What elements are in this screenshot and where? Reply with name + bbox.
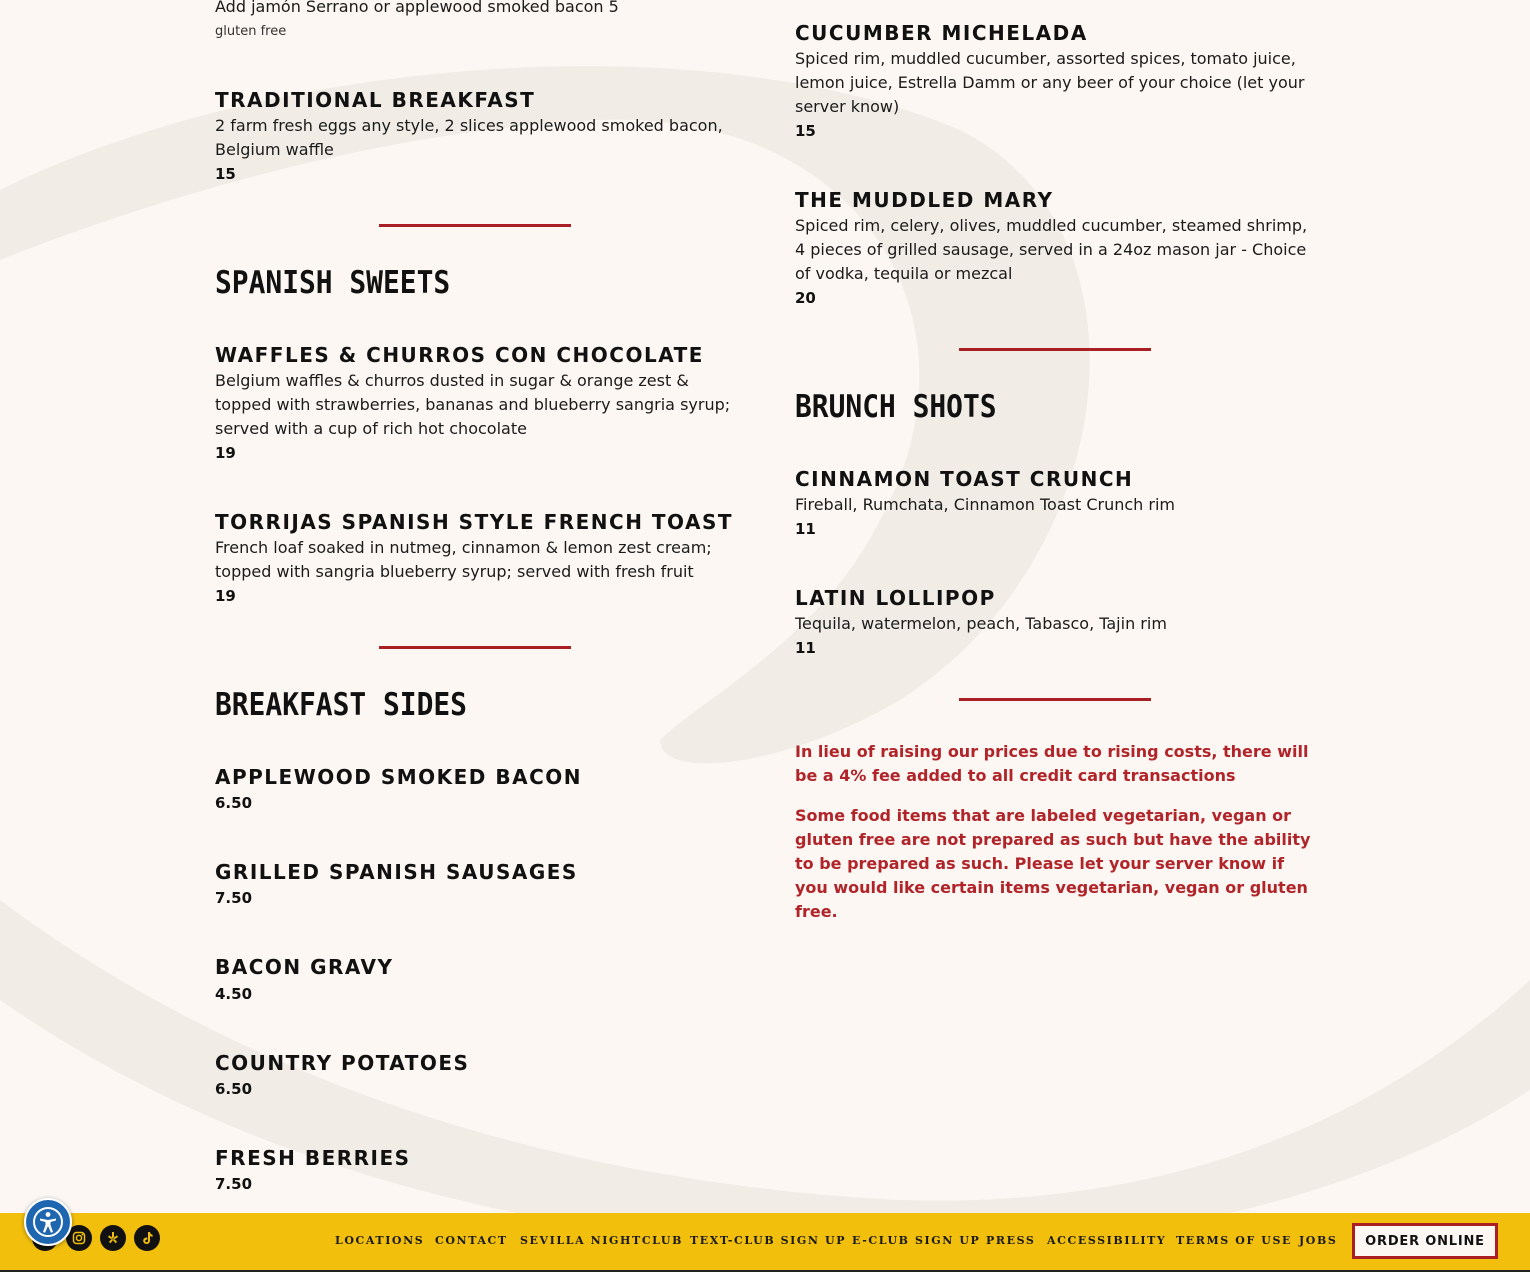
footer-link-nightclub[interactable]: SEVILLA NIGHTCLUB [520, 1234, 683, 1247]
menu-item-price: 7.50 [215, 889, 253, 907]
section-divider [959, 698, 1151, 701]
menu-item-name: COUNTRY POTATOES [215, 1051, 470, 1075]
section-divider [379, 224, 571, 227]
menu-item-price: 19 [215, 587, 236, 605]
traditional-breakfast-name: TRADITIONAL BREAKFAST [215, 88, 536, 112]
menu-item-price: 6.50 [215, 794, 253, 812]
tiktok-icon[interactable] [134, 1225, 160, 1251]
footer-link-locations[interactable]: LOCATIONS [335, 1234, 425, 1247]
menu-item-desc: Belgium waffles & churros dusted in sugar & orange zest & topped with strawberries, bananas and blueberry sangria syrup; served with a cup of rich hot chocolate [215, 371, 731, 438]
footer-link-terms[interactable]: TERMS OF USE [1176, 1234, 1293, 1247]
menu-item-desc: Tequila, watermelon, peach, Tabasco, Tajin rim [795, 614, 1167, 633]
dietary-notice: Some food items that are labeled vegetarian, vegan or gluten free are not prepared as such but have the ability to be prepared as such. Please let your server know if you would like certain items vegetarian, vegan or gluten free. [795, 806, 1311, 921]
menu-item-desc: Fireball, Rumchata, Cinnamon Toast Crunch rim [795, 495, 1176, 514]
menu-item-name: WAFFLES & CHURROS CON CHOCOLATE [215, 343, 704, 367]
muddled-mary-desc: Spiced rim, celery, olives, muddled cucumber, steamed shrimp, 4 pieces of grilled sausage, served in a 24oz mason jar - Choice of vodka, tequila or mezcal [795, 216, 1308, 283]
accessibility-widget-button[interactable] [24, 1198, 72, 1246]
footer-link-contact[interactable]: CONTACT [435, 1234, 508, 1247]
menu-item-price: 11 [795, 639, 816, 657]
menu-item-name: GRILLED SPANISH SAUSAGES [215, 860, 578, 884]
addon-text: Add jamón Serrano or applewood smoked bacon 5 [215, 0, 619, 16]
cucumber-michelada-desc: Spiced rim, muddled cucumber, assorted spices, tomato juice, lemon juice, Estrella Damm or any beer of your choice (let your server know) [795, 49, 1305, 116]
order-online-button[interactable]: ORDER ONLINE [1352, 1223, 1498, 1259]
menu-item-name: CINNAMON TOAST CRUNCH [795, 467, 1134, 491]
menu-item-name: BACON GRAVY [215, 955, 394, 979]
spanish-sweets-heading: SPANISH SWEETS [215, 265, 451, 301]
menu-item-name: LATIN LOLLIPOP [795, 586, 996, 610]
menu-item-price: 6.50 [215, 1080, 253, 1098]
cucumber-michelada-name: CUCUMBER MICHELADA [795, 21, 1088, 45]
menu-item-price: 4.50 [215, 985, 253, 1003]
breakfast-sides-heading: BREAKFAST SIDES [215, 687, 467, 723]
muddled-mary-price: 20 [795, 289, 816, 307]
accessibility-person-icon [32, 1206, 64, 1238]
gluten-free-note: gluten free [215, 24, 287, 39]
section-divider [959, 348, 1151, 351]
credit-card-fee-notice: In lieu of raising our prices due to rising costs, there will be a 4% fee added to all credit card transactions [795, 742, 1309, 785]
muddled-mary-name: THE MUDDLED MARY [795, 188, 1054, 212]
footer-link-e-club[interactable]: E-CLUB SIGN UP [852, 1234, 981, 1247]
menu-item-price: 7.50 [215, 1175, 253, 1193]
traditional-breakfast-desc: 2 farm fresh eggs any style, 2 slices applewood smoked bacon, Belgium waffle [215, 116, 723, 159]
footer-link-jobs[interactable]: JOBS [1299, 1234, 1338, 1247]
footer-bar [0, 1213, 1530, 1272]
menu-item-price: 19 [215, 444, 236, 462]
section-divider [379, 646, 571, 649]
menu-item-desc: French loaf soaked in nutmeg, cinnamon & lemon zest cream; topped with sangria blueberry syrup; served with fresh fruit [215, 538, 712, 581]
menu-item-name: APPLEWOOD SMOKED BACON [215, 765, 583, 789]
brunch-shots-heading: BRUNCH SHOTS [795, 389, 997, 425]
footer-link-accessibility[interactable]: ACCESSIBILITY [1047, 1234, 1167, 1247]
menu-item-name: TORRIJAS SPANISH STYLE FRENCH TOAST [215, 510, 734, 534]
footer-link-press[interactable]: PRESS [986, 1234, 1036, 1247]
traditional-breakfast-price: 15 [215, 165, 236, 183]
cucumber-michelada-price: 15 [795, 122, 816, 140]
footer-link-text-club[interactable]: TEXT-CLUB SIGN UP [690, 1234, 847, 1247]
yelp-icon[interactable] [100, 1225, 126, 1251]
menu-item-name: FRESH BERRIES [215, 1146, 411, 1170]
menu-item-price: 11 [795, 520, 816, 538]
